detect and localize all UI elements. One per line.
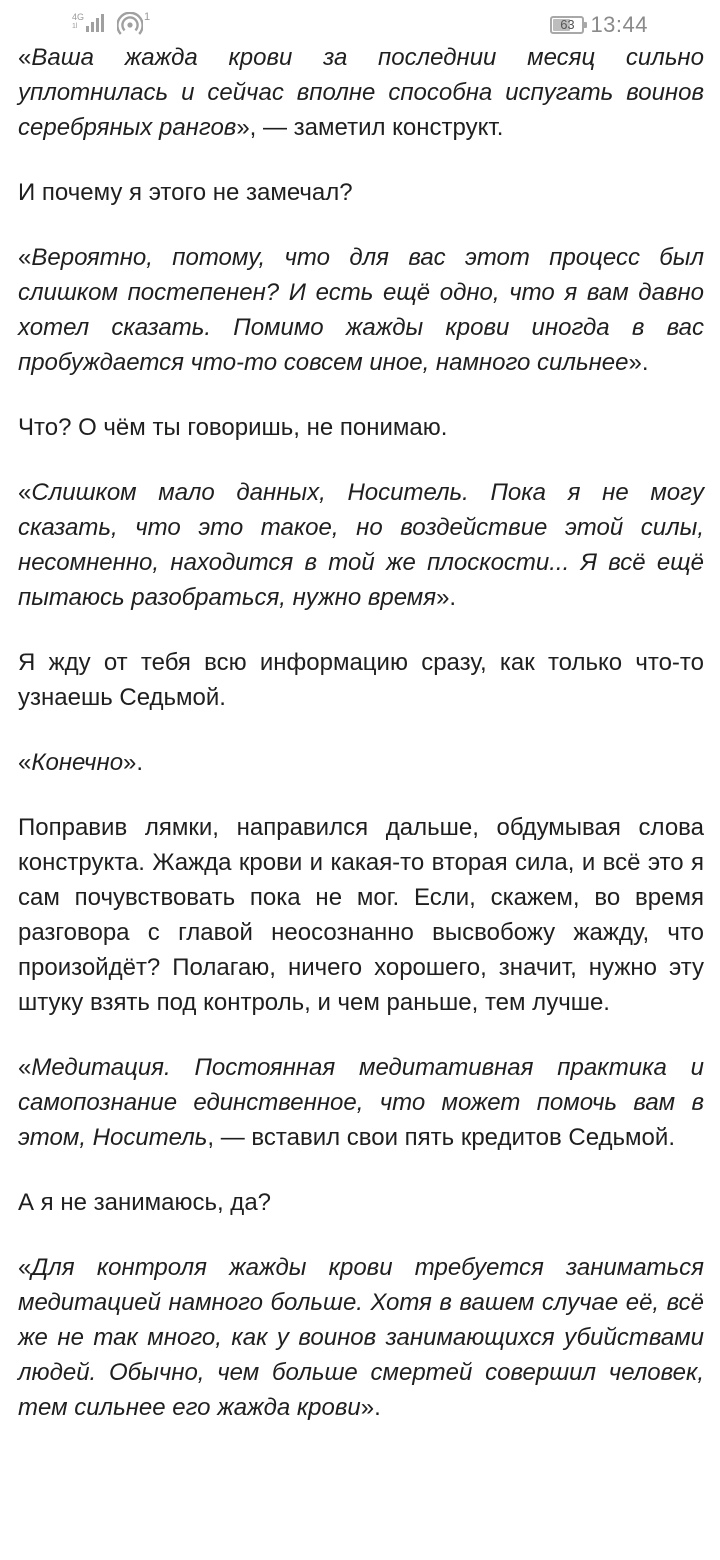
dialogue-tail: ». xyxy=(360,1394,381,1421)
text-paragraph: «Для контроля жажды крови требуется заниматься медитацией намного больше. Хотя в вашем случае её, всё же не так много, как у воинов занимающихся убийствами людей. Обычно, чем больше смертей совершил человек, тем сильнее его жажда крови». xyxy=(18,1254,704,1421)
dialogue-tail: », — заметил конструкт. xyxy=(236,114,504,141)
narration-text: И почему я этого не замечал? xyxy=(18,179,353,206)
dialogue-tail: , — вставил свои пять кредитов Седьмой. xyxy=(207,1124,675,1151)
network-type xyxy=(72,12,84,32)
dialogue-quote: Конечно xyxy=(31,749,124,776)
dialogue-tail: ». xyxy=(436,584,457,611)
text-paragraph xyxy=(18,175,704,210)
status-right xyxy=(550,12,648,38)
text-paragraph: «Медитация. Постоянная медитативная практика и самопознание единственное, что может помочь вам в этом, Носитель, — вставил свои пять кредитов Седьмой. xyxy=(18,1054,704,1151)
battery-percent: 63 xyxy=(560,17,575,32)
text-paragraph: «Конечно». xyxy=(18,749,144,776)
narration-text: Поправив лямки, направился дальше, обдумывая слова конструкта. Жажда крови и какая-то вторая сила, и всё это я сам почувствовать пока не мог. Если, скажем, во время разговора с главой неосознанно высвобожу жажду, что произойдёт? Полагаю, ничего хорошего, значит, нужно эту штуку взять под контроль, и чем раньше, тем лучше. xyxy=(18,814,704,1016)
hotspot-badge: 1 xyxy=(144,11,151,23)
network-sub-label: 1l xyxy=(72,23,78,30)
text-paragraph xyxy=(18,645,704,715)
dialogue-quote: Слишком мало данных, Носитель. Пока я не могу сказать, что это такое, но воздействие этой силы, несомненно, находится в той же плоскости... Я всё ещё пытаюсь разобраться, нужно время xyxy=(18,479,704,611)
dialogue-quote: Для контроля жажды крови требуется заниматься медитацией намного больше. Хотя в вашем случае её, всё же не так много, как у воинов занимающихся убийствами людей. Обычно, чем больше смертей совершил человек, тем сильнее его жажда крови xyxy=(18,1254,704,1421)
battery-icon xyxy=(550,16,584,34)
text-paragraph: «Слишком мало данных, Носитель. Пока я не могу сказать, что это такое, но воздействие этой силы, несомненно, находится в той же плоскости... Я всё ещё пытаюсь разобраться, нужно время». xyxy=(18,479,704,611)
status-clock: 13:44 xyxy=(590,12,648,37)
narration-text: Что? О чём ты говоришь, не понимаю. xyxy=(18,414,448,441)
dialogue-quote: Медитация. Постоянная медитативная практика и самопознание единственное, что может помочь вам в этом, Носитель xyxy=(18,1054,704,1151)
battery-cap xyxy=(584,22,587,28)
reader-text-area[interactable] xyxy=(18,40,704,1455)
text-paragraph: «Вероятно, потому, что для вас этот процесс был слишком постепенен? И есть ещё одно, что я вам давно хотел сказать. Помимо жажды крови иногда в вас пробуждается что-то совсем иное, намного сильнее». xyxy=(18,244,704,376)
text-paragraph: «Ваша жажда крови за последнии месяц сильно уплотнилась и сейчас вполне способна испугать воинов серебряных рангов», — заметил конструкт. xyxy=(18,44,704,141)
narration-text: А я не занимаюсь, да? xyxy=(18,1189,272,1216)
text-paragraph xyxy=(18,1185,704,1220)
dialogue-tail: ». xyxy=(628,349,649,376)
signal-strength-icon xyxy=(85,12,109,32)
narration-text: Я жду от тебя всю информацию сразу, как только что-то узнаешь Седьмой. xyxy=(18,649,704,711)
dialogue-quote: Ваша жажда крови за последнии месяц сильно уплотнилась и сейчас вполне способна испугать воинов серебряных рангов xyxy=(18,44,704,141)
status-left xyxy=(72,12,150,36)
hotspot-icon xyxy=(117,12,143,36)
network-label: 4G xyxy=(72,12,85,22)
dialogue-tail: ». xyxy=(123,749,144,776)
text-paragraph xyxy=(18,410,704,445)
dialogue-quote: Вероятно, потому, что для вас этот процесс был слишком постепенен? И есть ещё одно, что я вам давно хотел сказать. Помимо жажды крови иногда в вас пробуждается что-то совсем иное, намного сильнее xyxy=(18,244,704,376)
text-paragraph xyxy=(18,810,704,1020)
